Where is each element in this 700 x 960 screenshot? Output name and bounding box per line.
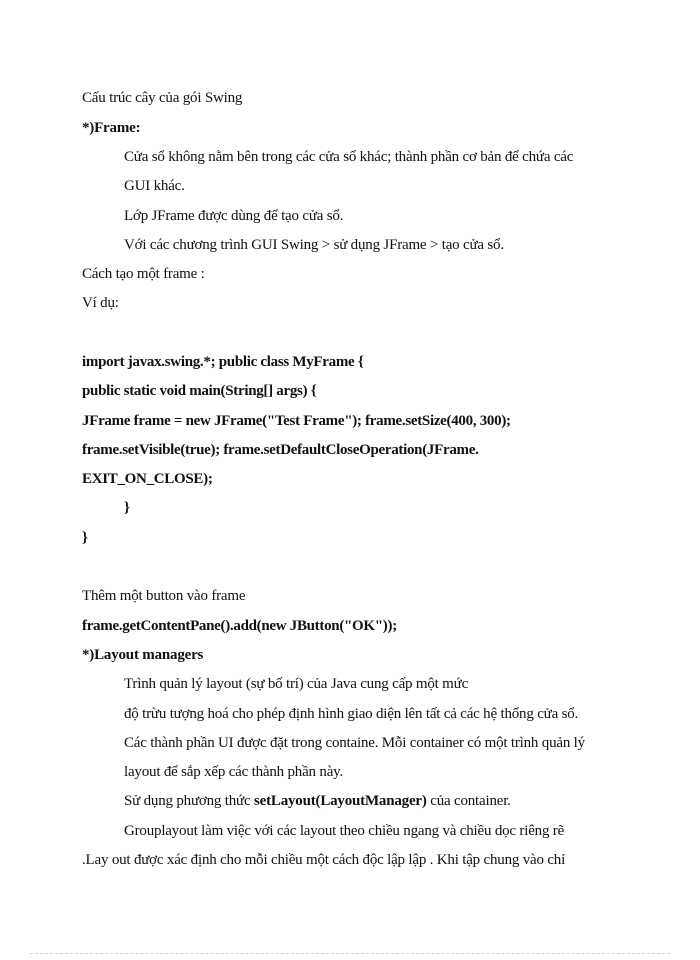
paragraph-line: Thêm một button vào frame [82,588,246,604]
code-line: import javax.swing.*; public class MyFrame { [82,354,364,370]
paragraph-line: Cửa sổ không nằm bên trong các cửa sổ khác; thành phần cơ bản để chứa các [124,149,574,165]
code-line: frame.getContentPane().add(new JButton("OK")); [82,618,397,634]
paragraph-line: Các thành phần UI được đặt trong containe. Mỗi container có một trình quản lý [124,735,585,751]
text-span: Sử dụng phương thức [124,793,254,809]
paragraph-line: GUI khác. [124,178,185,194]
example-label: Ví dụ: [82,295,119,311]
paragraph-line: Cách tạo một frame : [82,266,205,282]
paragraph-line: layout để sắp xếp các thành phần này. [124,764,344,780]
paragraph-line: Trình quản lý layout (sự bố trí) của Java cung cấp một mức [124,676,469,692]
section-heading-swing: Cấu trúc cây của gói Swing [82,90,243,106]
code-line: public static void main(String[] args) { [82,383,317,399]
code-inline: setLayout(LayoutManager) [254,793,427,809]
paragraph-line: Với các chương trình GUI Swing > sử dụng JFrame > tạo cửa sổ. [124,237,504,253]
heading-frame: *)Frame: [82,120,141,136]
paragraph-line: .Lay out được xác định cho mỗi chiều một cách độc lập lập . Khi tập chung vào chỉ [82,852,566,868]
paragraph-line [124,791,684,811]
paragraph-line: Lớp JFrame được dùng để tạo cửa sổ. [124,208,344,224]
paragraph-line: độ trừu tượng hoá cho phép định hình giao diện lên tất cả các hệ thống cửa sổ. [124,706,579,722]
code-line: } [124,500,130,516]
paragraph-line: Grouplayout làm việc với các layout theo chiều ngang và chiều dọc riêng rẽ [124,823,565,839]
text-span: của container. [426,793,511,809]
code-line: EXIT_ON_CLOSE); [82,471,213,487]
code-line: JFrame frame = new JFrame("Test Frame"); frame.setSize(400, 300); [82,413,511,429]
heading-layout-managers: *)Layout managers [82,647,204,663]
code-line: frame.setVisible(true); frame.setDefaultCloseOperation(JFrame. [82,442,479,458]
code-line: } [82,530,88,546]
page-divider [30,953,670,954]
